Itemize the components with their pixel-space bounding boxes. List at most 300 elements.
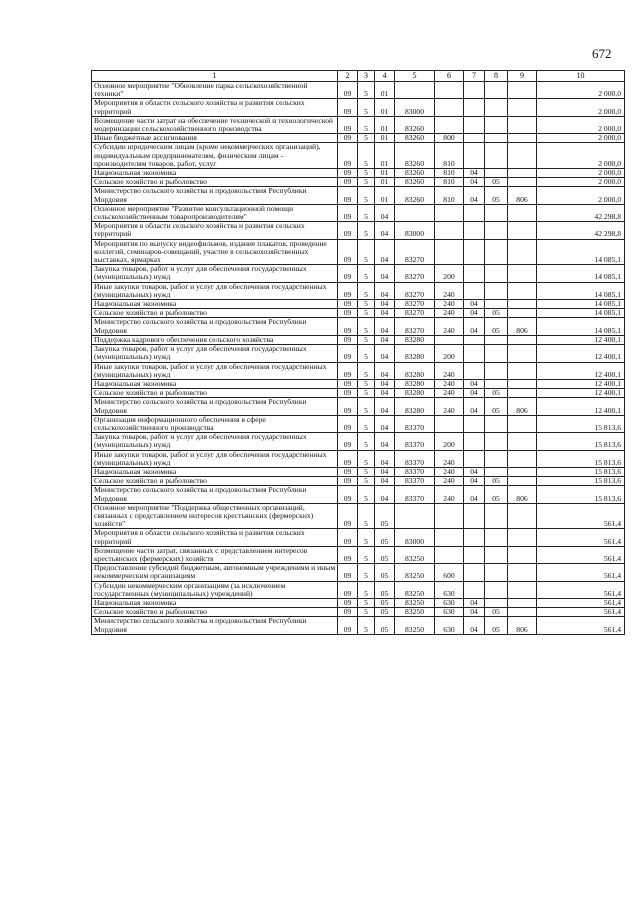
cell-expense-type: 810	[435, 143, 464, 169]
cell-ministry	[508, 433, 537, 450]
cell-section	[464, 265, 485, 282]
table-row	[92, 309, 625, 318]
cell-subsection	[485, 467, 508, 476]
row-name: Мероприятия по выпуску видеофильмов, издание плакатов, проведение коллегий, семинаров-совещаний, участие в сельскохозяйственных выставках, ярмарках	[92, 239, 338, 265]
cell-ministry	[508, 222, 537, 239]
column-header: 9	[508, 71, 537, 82]
cell-amount: 561,4	[537, 617, 625, 634]
cell-chapter: 09	[338, 204, 358, 221]
cell-program: 5	[358, 318, 375, 335]
cell-chapter: 09	[338, 335, 358, 344]
cell-subprogram: 05	[375, 503, 395, 529]
cell-expense-type: 630	[435, 608, 464, 617]
cell-program: 5	[358, 143, 375, 169]
cell-subprogram: 04	[375, 204, 395, 221]
cell-expense-type: 630	[435, 598, 464, 607]
cell-amount: 2 000,0	[537, 116, 625, 133]
cell-chapter: 09	[338, 608, 358, 617]
row-name: Министерство сельского хозяйства и продовольствия Республики Мордовия	[92, 398, 338, 415]
cell-expense-type: 200	[435, 345, 464, 362]
cell-expense-type: 200	[435, 433, 464, 450]
cell-amount: 2 000,0	[537, 169, 625, 178]
row-name: Мероприятия в области сельского хозяйства и развития сельских территорий	[92, 99, 338, 116]
cell-ministry: 806	[508, 398, 537, 415]
cell-expense-type	[435, 222, 464, 239]
cell-ministry	[508, 362, 537, 379]
table-row	[92, 598, 625, 607]
cell-subsection	[485, 415, 508, 432]
cell-section: 04	[464, 598, 485, 607]
cell-chapter: 09	[338, 134, 358, 143]
cell-target-code: 83280	[395, 345, 435, 362]
cell-expense-type: 240	[435, 300, 464, 309]
cell-amount: 2 000,0	[537, 143, 625, 169]
cell-ministry	[508, 529, 537, 546]
cell-target-code: 83370	[395, 415, 435, 432]
table-row	[92, 467, 625, 476]
cell-chapter: 09	[338, 486, 358, 503]
cell-ministry	[508, 546, 537, 563]
cell-target-code: 83370	[395, 486, 435, 503]
row-name: Мероприятия в области сельского хозяйства и развития сельских территорий	[92, 529, 338, 546]
cell-expense-type: 240	[435, 486, 464, 503]
cell-program: 5	[358, 335, 375, 344]
cell-chapter: 09	[338, 239, 358, 265]
cell-section	[464, 335, 485, 344]
row-name: Национальная экономика	[92, 467, 338, 476]
row-name: Иные закупки товаров, работ и услуг для обеспечения государственных (муниципальных) нужд	[92, 362, 338, 379]
cell-section: 04	[464, 608, 485, 617]
cell-expense-type: 240	[435, 477, 464, 486]
cell-ministry	[508, 178, 537, 187]
column-header: 3	[358, 71, 375, 82]
cell-chapter: 09	[338, 99, 358, 116]
cell-section	[464, 204, 485, 221]
row-name: Организация информационного обеспечения в сфере сельскохозяйственного производства	[92, 415, 338, 432]
table-row	[92, 564, 625, 581]
row-name: Возмещение части затрат на обеспечение технической и технологической модернизации сельскохозяйственного производства	[92, 116, 338, 133]
row-name: Национальная экономика	[92, 300, 338, 309]
cell-chapter: 09	[338, 564, 358, 581]
cell-section	[464, 116, 485, 133]
cell-subsection: 05	[485, 608, 508, 617]
cell-ministry	[508, 134, 537, 143]
cell-expense-type: 200	[435, 265, 464, 282]
cell-ministry	[508, 239, 537, 265]
cell-program: 5	[358, 116, 375, 133]
cell-subsection	[485, 564, 508, 581]
cell-subprogram: 01	[375, 178, 395, 187]
cell-program: 5	[358, 477, 375, 486]
cell-subprogram: 05	[375, 581, 395, 598]
cell-subprogram: 05	[375, 608, 395, 617]
cell-subprogram: 04	[375, 450, 395, 467]
cell-ministry	[508, 265, 537, 282]
cell-target-code: 83270	[395, 239, 435, 265]
cell-subsection	[485, 581, 508, 598]
budget-table	[91, 70, 625, 635]
cell-amount: 14 085,1	[537, 282, 625, 299]
cell-subsection: 05	[485, 178, 508, 187]
cell-target-code: 83270	[395, 282, 435, 299]
cell-amount: 42 298,8	[537, 204, 625, 221]
cell-target-code: 83000	[395, 99, 435, 116]
cell-subsection	[485, 598, 508, 607]
cell-subsection	[485, 239, 508, 265]
cell-subprogram: 01	[375, 169, 395, 178]
cell-section: 04	[464, 178, 485, 187]
cell-target-code: 83270	[395, 300, 435, 309]
cell-ministry	[508, 82, 537, 99]
cell-section	[464, 222, 485, 239]
cell-ministry: 806	[508, 617, 537, 634]
cell-expense-type	[435, 239, 464, 265]
cell-chapter: 09	[338, 169, 358, 178]
cell-target-code: 83370	[395, 467, 435, 476]
row-name: Иные закупки товаров, работ и услуг для обеспечения государственных (муниципальных) нужд	[92, 450, 338, 467]
cell-program: 5	[358, 581, 375, 598]
cell-subsection	[485, 345, 508, 362]
cell-subprogram: 05	[375, 546, 395, 563]
cell-amount: 2 000,0	[537, 82, 625, 99]
cell-program: 5	[358, 169, 375, 178]
cell-expense-type: 240	[435, 379, 464, 388]
cell-chapter: 09	[338, 282, 358, 299]
cell-section: 04	[464, 467, 485, 476]
table-row	[92, 486, 625, 503]
cell-program: 5	[358, 389, 375, 398]
cell-target-code: 83250	[395, 581, 435, 598]
cell-amount: 15 813,6	[537, 477, 625, 486]
page-number: 672	[592, 46, 612, 61]
cell-ministry	[508, 608, 537, 617]
cell-expense-type	[435, 546, 464, 563]
table-row	[92, 529, 625, 546]
cell-section: 04	[464, 379, 485, 388]
cell-subprogram: 04	[375, 318, 395, 335]
cell-expense-type: 240	[435, 467, 464, 476]
cell-amount: 15 813,6	[537, 467, 625, 476]
column-header: 8	[485, 71, 508, 82]
cell-expense-type: 240	[435, 282, 464, 299]
row-name: Министерство сельского хозяйства и продовольствия Республики Мордовия	[92, 187, 338, 204]
row-name: Сельское хозяйство и рыболовство	[92, 477, 338, 486]
row-name: Мероприятия в области сельского хозяйства и развития сельских территорий	[92, 222, 338, 239]
cell-expense-type	[435, 99, 464, 116]
cell-ministry	[508, 99, 537, 116]
cell-expense-type	[435, 529, 464, 546]
cell-subsection	[485, 503, 508, 529]
cell-amount: 2 000,0	[537, 187, 625, 204]
cell-program: 5	[358, 239, 375, 265]
cell-amount: 2 000,0	[537, 99, 625, 116]
cell-subprogram: 04	[375, 415, 395, 432]
cell-subprogram: 04	[375, 433, 395, 450]
cell-subsection	[485, 335, 508, 344]
cell-expense-type: 240	[435, 389, 464, 398]
cell-ministry	[508, 467, 537, 476]
cell-chapter: 09	[338, 398, 358, 415]
cell-chapter: 09	[338, 362, 358, 379]
cell-ministry	[508, 450, 537, 467]
cell-target-code: 83000	[395, 222, 435, 239]
cell-ministry	[508, 598, 537, 607]
cell-program: 5	[358, 450, 375, 467]
cell-subsection	[485, 143, 508, 169]
cell-target-code: 83370	[395, 433, 435, 450]
row-name: Сельское хозяйство и рыболовство	[92, 608, 338, 617]
cell-target-code: 83260	[395, 187, 435, 204]
cell-expense-type	[435, 116, 464, 133]
cell-program: 5	[358, 204, 375, 221]
cell-subsection	[485, 134, 508, 143]
table-row	[92, 617, 625, 634]
cell-target-code	[395, 82, 435, 99]
cell-chapter: 09	[338, 433, 358, 450]
cell-section: 04	[464, 169, 485, 178]
cell-section: 04	[464, 187, 485, 204]
cell-subprogram: 01	[375, 82, 395, 99]
cell-section	[464, 450, 485, 467]
cell-amount: 14 085,1	[537, 318, 625, 335]
cell-subprogram: 01	[375, 143, 395, 169]
table-header-row	[92, 71, 625, 82]
cell-chapter: 09	[338, 309, 358, 318]
cell-expense-type: 240	[435, 318, 464, 335]
cell-program: 5	[358, 617, 375, 634]
cell-expense-type: 630	[435, 617, 464, 634]
cell-expense-type: 240	[435, 362, 464, 379]
cell-chapter: 09	[338, 581, 358, 598]
cell-target-code: 83250	[395, 598, 435, 607]
cell-expense-type: 240	[435, 450, 464, 467]
cell-ministry	[508, 581, 537, 598]
table-row	[92, 300, 625, 309]
row-name: Субсидии некоммерческим организациям (за исключением государственных (муниципальных) учреждений)	[92, 581, 338, 598]
table-row	[92, 204, 625, 221]
row-name: Иные закупки товаров, работ и услуг для обеспечения государственных (муниципальных) нужд	[92, 282, 338, 299]
cell-subsection	[485, 362, 508, 379]
table-row	[92, 581, 625, 598]
row-name: Сельское хозяйство и рыболовство	[92, 309, 338, 318]
cell-section	[464, 134, 485, 143]
row-name: Национальная экономика	[92, 379, 338, 388]
cell-amount: 561,4	[537, 503, 625, 529]
cell-chapter: 09	[338, 450, 358, 467]
table-row	[92, 389, 625, 398]
cell-amount: 14 085,1	[537, 265, 625, 282]
cell-target-code	[395, 503, 435, 529]
cell-expense-type: 810	[435, 178, 464, 187]
cell-subprogram: 04	[375, 398, 395, 415]
cell-program: 5	[358, 467, 375, 476]
cell-chapter: 09	[338, 265, 358, 282]
cell-target-code: 83280	[395, 398, 435, 415]
table-row	[92, 433, 625, 450]
cell-subprogram: 05	[375, 564, 395, 581]
table-row	[92, 335, 625, 344]
cell-program: 5	[358, 99, 375, 116]
cell-subsection	[485, 450, 508, 467]
cell-subprogram: 04	[375, 222, 395, 239]
cell-amount: 42 298,8	[537, 222, 625, 239]
cell-chapter: 09	[338, 503, 358, 529]
cell-target-code: 83370	[395, 477, 435, 486]
cell-expense-type: 800	[435, 134, 464, 143]
cell-subprogram: 04	[375, 389, 395, 398]
cell-target-code: 83280	[395, 389, 435, 398]
cell-chapter: 09	[338, 116, 358, 133]
row-name: Национальная экономика	[92, 598, 338, 607]
cell-ministry	[508, 282, 537, 299]
cell-amount: 15 813,6	[537, 433, 625, 450]
cell-program: 5	[358, 608, 375, 617]
table-row	[92, 398, 625, 415]
cell-section	[464, 415, 485, 432]
cell-program: 5	[358, 546, 375, 563]
table-row	[92, 503, 625, 529]
cell-ministry	[508, 169, 537, 178]
cell-expense-type	[435, 335, 464, 344]
table-row	[92, 187, 625, 204]
cell-subprogram: 01	[375, 116, 395, 133]
cell-target-code: 83250	[395, 617, 435, 634]
cell-amount: 14 085,1	[537, 239, 625, 265]
cell-chapter: 09	[338, 345, 358, 362]
cell-section	[464, 362, 485, 379]
table-row	[92, 379, 625, 388]
cell-program: 5	[358, 265, 375, 282]
cell-program: 5	[358, 178, 375, 187]
cell-subprogram: 05	[375, 529, 395, 546]
cell-subsection: 05	[485, 398, 508, 415]
cell-amount: 561,4	[537, 608, 625, 617]
table-row	[92, 477, 625, 486]
cell-chapter: 09	[338, 415, 358, 432]
cell-expense-type: 810	[435, 187, 464, 204]
cell-amount: 12 400,1	[537, 345, 625, 362]
row-name: Министерство сельского хозяйства и продовольствия Республики Мордовия	[92, 318, 338, 335]
cell-chapter: 09	[338, 477, 358, 486]
cell-subprogram: 05	[375, 617, 395, 634]
cell-section	[464, 282, 485, 299]
cell-section	[464, 239, 485, 265]
cell-expense-type: 810	[435, 169, 464, 178]
row-name: Закупка товаров, работ и услуг для обеспечения государственных (муниципальных) нужд	[92, 433, 338, 450]
cell-program: 5	[358, 433, 375, 450]
cell-chapter: 09	[338, 178, 358, 187]
cell-program: 5	[358, 309, 375, 318]
cell-target-code: 83280	[395, 362, 435, 379]
cell-section	[464, 99, 485, 116]
cell-subsection	[485, 204, 508, 221]
cell-target-code: 83270	[395, 265, 435, 282]
cell-subprogram: 01	[375, 134, 395, 143]
cell-subsection: 05	[485, 617, 508, 634]
cell-target-code: 83270	[395, 309, 435, 318]
cell-amount: 14 085,1	[537, 300, 625, 309]
cell-subprogram: 04	[375, 345, 395, 362]
cell-subsection: 05	[485, 389, 508, 398]
row-name: Основное мероприятие "Развитие консультационной помощи сельскохозяйственным товаропроизводителям"	[92, 204, 338, 221]
cell-program: 5	[358, 282, 375, 299]
cell-program: 5	[358, 222, 375, 239]
cell-program: 5	[358, 362, 375, 379]
cell-section	[464, 345, 485, 362]
cell-amount: 15 813,6	[537, 450, 625, 467]
cell-chapter: 09	[338, 318, 358, 335]
cell-section	[464, 503, 485, 529]
column-header: 6	[435, 71, 464, 82]
budget-table-container	[91, 70, 624, 635]
row-name: Министерство сельского хозяйства и продовольствия Республики Мордовия	[92, 617, 338, 634]
cell-chapter: 09	[338, 389, 358, 398]
row-name: Иные бюджетные ассигнования	[92, 134, 338, 143]
cell-subprogram: 01	[375, 187, 395, 204]
cell-program: 5	[358, 134, 375, 143]
cell-program: 5	[358, 379, 375, 388]
cell-target-code: 83250	[395, 564, 435, 581]
cell-subsection	[485, 529, 508, 546]
table-body	[92, 82, 625, 635]
cell-subsection	[485, 169, 508, 178]
column-header: 1	[92, 71, 338, 82]
cell-section: 04	[464, 486, 485, 503]
cell-expense-type	[435, 82, 464, 99]
cell-ministry	[508, 300, 537, 309]
table-row	[92, 265, 625, 282]
cell-section: 04	[464, 398, 485, 415]
cell-program: 5	[358, 398, 375, 415]
row-name: Предоставление субсидий бюджетным, автономным учреждениям и иным некоммерческим организациям	[92, 564, 338, 581]
cell-section	[464, 546, 485, 563]
cell-subsection	[485, 265, 508, 282]
cell-section: 04	[464, 318, 485, 335]
cell-subsection: 05	[485, 309, 508, 318]
table-row	[92, 99, 625, 116]
table-row	[92, 608, 625, 617]
cell-chapter: 09	[338, 546, 358, 563]
cell-program: 5	[358, 187, 375, 204]
cell-subsection	[485, 282, 508, 299]
cell-amount: 12 400,1	[537, 389, 625, 398]
cell-section: 04	[464, 389, 485, 398]
cell-target-code: 83270	[395, 318, 435, 335]
cell-amount: 561,4	[537, 581, 625, 598]
table-row	[92, 134, 625, 143]
cell-subsection	[485, 546, 508, 563]
table-row	[92, 82, 625, 99]
row-name: Возмещение части затрат, связанных с представлением интересов крестьянских (фермерских) хозяйств	[92, 546, 338, 563]
row-name: Закупка товаров, работ и услуг для обеспечения государственных (муниципальных) нужд	[92, 345, 338, 362]
cell-subsection: 05	[485, 187, 508, 204]
cell-amount: 14 085,1	[537, 309, 625, 318]
cell-ministry	[508, 204, 537, 221]
table-row	[92, 415, 625, 432]
cell-subprogram: 04	[375, 379, 395, 388]
cell-section: 04	[464, 309, 485, 318]
cell-amount: 561,4	[537, 546, 625, 563]
column-header: 10	[537, 71, 625, 82]
cell-chapter: 09	[338, 300, 358, 309]
cell-target-code: 83260	[395, 116, 435, 133]
table-row	[92, 116, 625, 133]
cell-target-code: 83370	[395, 450, 435, 467]
cell-subprogram: 04	[375, 265, 395, 282]
cell-target-code: 83260	[395, 178, 435, 187]
cell-ministry	[508, 564, 537, 581]
row-name: Закупка товаров, работ и услуг для обеспечения государственных (муниципальных) нужд	[92, 265, 338, 282]
